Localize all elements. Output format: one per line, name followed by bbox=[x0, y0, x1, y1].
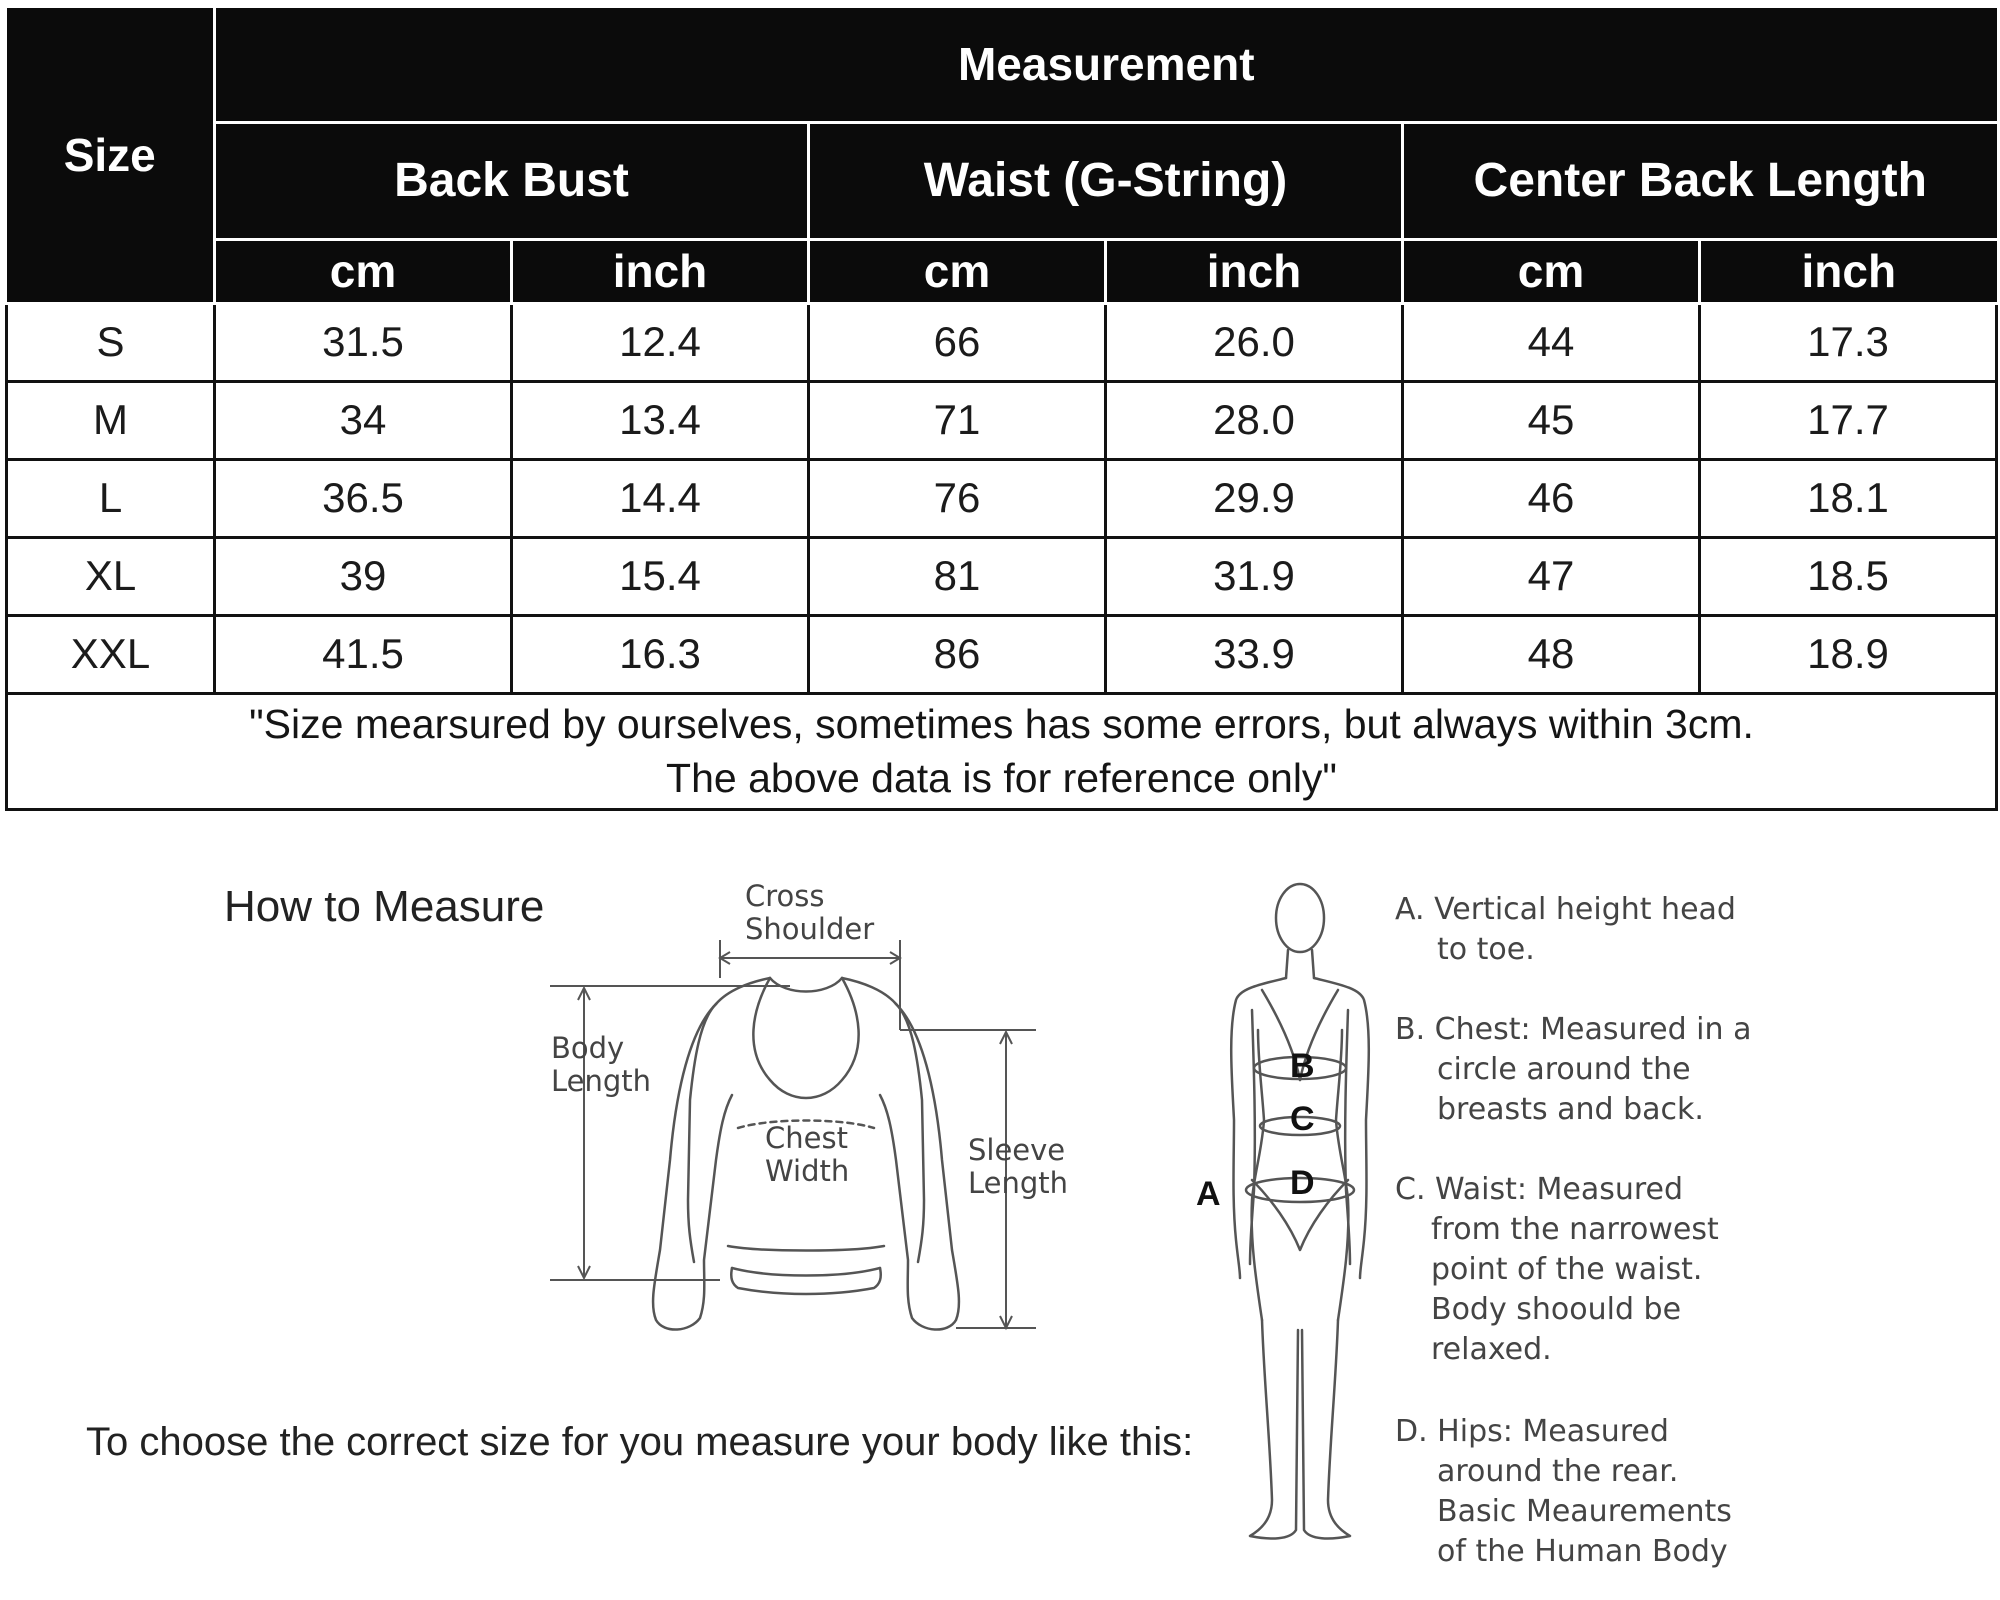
value-cell: 44 bbox=[1403, 303, 1700, 381]
hips-marker-d: D bbox=[1290, 1164, 1315, 1202]
cross-shoulder-label: Cross Shoulder bbox=[745, 879, 875, 946]
value-cell: 31.9 bbox=[1106, 537, 1403, 615]
value-cell: 18.1 bbox=[1700, 459, 1997, 537]
value-cell: 15.4 bbox=[512, 537, 809, 615]
size-cell: S bbox=[7, 303, 215, 381]
description-c: C. Waist: Measured from the narrowest point of the waist. Body shoould be relaxed. bbox=[1395, 1172, 1719, 1367]
unit-header-inch: inch bbox=[1700, 239, 1997, 303]
unit-header-cm: cm bbox=[1403, 239, 1700, 303]
value-cell: 13.4 bbox=[512, 381, 809, 459]
value-cell: 31.5 bbox=[215, 303, 512, 381]
chest-width-label: Chest Width bbox=[765, 1121, 850, 1188]
sleeve-length-label: Sleeve Length bbox=[968, 1133, 1069, 1200]
size-cell: L bbox=[7, 459, 215, 537]
description-b: B. Chest: Measured in a circle around the breasts and back. bbox=[1395, 1012, 1752, 1127]
unit-header-inch: inch bbox=[1106, 239, 1403, 303]
value-cell: 14.4 bbox=[512, 459, 809, 537]
value-cell: 41.5 bbox=[215, 615, 512, 693]
description-a: A. Vertical height head to toe. bbox=[1395, 892, 1736, 967]
value-cell: 33.9 bbox=[1106, 615, 1403, 693]
value-cell: 86 bbox=[809, 615, 1106, 693]
value-cell: 47 bbox=[1403, 537, 1700, 615]
value-cell: 71 bbox=[809, 381, 1106, 459]
how-to-measure-title: How to Measure bbox=[224, 882, 545, 931]
waist-header: Waist (G-String) bbox=[809, 122, 1403, 239]
size-cell: M bbox=[7, 381, 215, 459]
center-back-length-header: Center Back Length bbox=[1403, 122, 1997, 239]
chest-marker-b: B bbox=[1290, 1047, 1315, 1085]
value-cell: 18.5 bbox=[1700, 537, 1997, 615]
disclaimer-line-2: The above data is for reference only" bbox=[666, 755, 1337, 801]
value-cell: 29.9 bbox=[1106, 459, 1403, 537]
unit-header-cm: cm bbox=[215, 239, 512, 303]
value-cell: 34 bbox=[215, 381, 512, 459]
value-cell: 81 bbox=[809, 537, 1106, 615]
height-marker-a: A bbox=[1196, 1175, 1221, 1213]
disclaimer-line-1: "Size mearsured by ourselves, sometimes has some errors, but always within 3cm. bbox=[249, 701, 1754, 747]
value-cell: 36.5 bbox=[215, 459, 512, 537]
value-cell: 17.7 bbox=[1700, 381, 1997, 459]
value-cell: 18.9 bbox=[1700, 615, 1997, 693]
size-cell: XL bbox=[7, 537, 215, 615]
description-d: D. Hips: Measured around the rear. Basic Meaurements of the Human Body bbox=[1395, 1414, 1732, 1569]
value-cell: 66 bbox=[809, 303, 1106, 381]
value-cell: 16.3 bbox=[512, 615, 809, 693]
value-cell: 39 bbox=[215, 537, 512, 615]
value-cell: 48 bbox=[1403, 615, 1700, 693]
waist-marker-c: C bbox=[1290, 1100, 1315, 1138]
value-cell: 28.0 bbox=[1106, 381, 1403, 459]
size-column-header: Size bbox=[7, 8, 215, 303]
choose-size-instruction: To choose the correct size for you measure your body like this: bbox=[86, 1420, 1194, 1464]
measurement-header: Measurement bbox=[215, 8, 1997, 122]
value-cell: 45 bbox=[1403, 381, 1700, 459]
unit-header-inch: inch bbox=[512, 239, 809, 303]
value-cell: 26.0 bbox=[1106, 303, 1403, 381]
back-bust-header: Back Bust bbox=[215, 122, 809, 239]
unit-header-cm: cm bbox=[809, 239, 1106, 303]
value-cell: 17.3 bbox=[1700, 303, 1997, 381]
value-cell: 12.4 bbox=[512, 303, 809, 381]
body-length-label: Body Length bbox=[551, 1031, 652, 1098]
size-cell: XXL bbox=[7, 615, 215, 693]
value-cell: 76 bbox=[809, 459, 1106, 537]
value-cell: 46 bbox=[1403, 459, 1700, 537]
